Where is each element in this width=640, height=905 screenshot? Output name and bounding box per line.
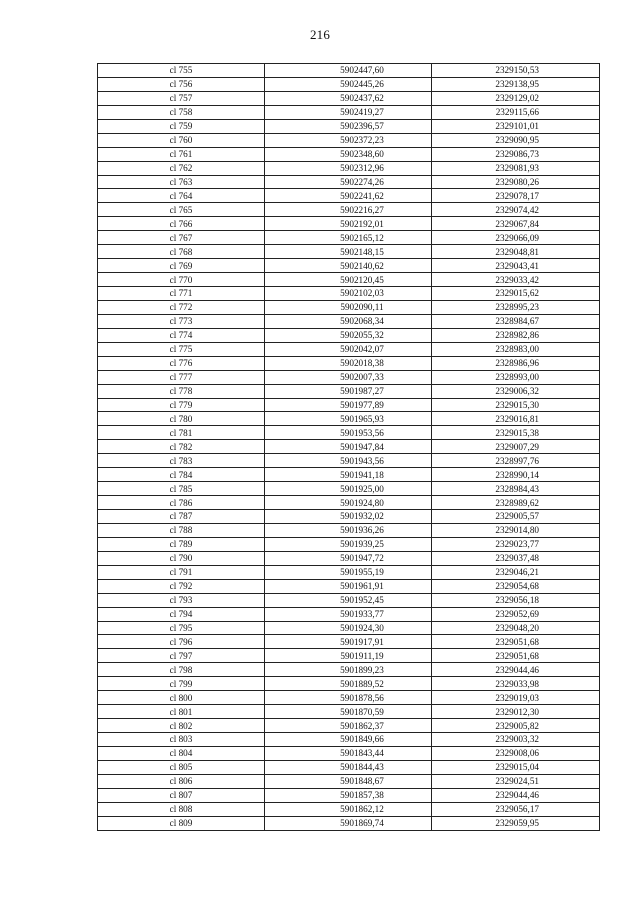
table-row [98,259,600,273]
y-coordinate-cell: 2328993,00 [432,370,600,384]
y-coordinate-cell: 2329080,26 [432,175,600,189]
point-name-cell: cl 790 [98,551,265,565]
point-name-cell: cl 779 [98,398,265,412]
y-coordinate-cell: 2329016,81 [432,412,600,426]
y-coordinate-cell: 2328984,43 [432,482,600,496]
point-name-cell: cl 764 [98,189,265,203]
table-row [98,677,600,691]
x-coordinate-cell: 5901947,72 [265,551,432,565]
table-row [98,788,600,802]
y-coordinate-cell: 2329043,41 [432,259,600,273]
y-coordinate-cell: 2329051,68 [432,649,600,663]
x-coordinate-cell: 5901911,19 [265,649,432,663]
y-coordinate-cell: 2329015,38 [432,426,600,440]
table-row [98,537,600,551]
y-coordinate-cell: 2329052,69 [432,607,600,621]
point-name-cell: cl 763 [98,175,265,189]
x-coordinate-cell: 5901869,74 [265,816,432,830]
y-coordinate-cell: 2329150,53 [432,64,600,78]
point-name-cell: cl 762 [98,161,265,175]
y-coordinate-cell: 2329015,04 [432,760,600,774]
point-name-cell: cl 800 [98,691,265,705]
x-coordinate-cell: 5902447,60 [265,64,432,78]
point-name-cell: cl 786 [98,496,265,510]
x-coordinate-cell: 5902216,27 [265,203,432,217]
point-name-cell: cl 784 [98,468,265,482]
point-name-cell: cl 802 [98,719,265,733]
y-coordinate-cell: 2328986,96 [432,356,600,370]
y-coordinate-cell: 2328983,00 [432,342,600,356]
y-coordinate-cell: 2329015,30 [432,398,600,412]
y-coordinate-cell: 2329019,03 [432,691,600,705]
table-row [98,482,600,496]
table-row [98,77,600,91]
y-coordinate-cell: 2329033,98 [432,677,600,691]
x-coordinate-cell: 5901924,30 [265,621,432,635]
point-name-cell: cl 774 [98,328,265,342]
y-coordinate-cell: 2329046,21 [432,565,600,579]
table-row [98,217,600,231]
x-coordinate-cell: 5901843,44 [265,746,432,760]
point-name-cell: cl 767 [98,231,265,245]
x-coordinate-cell: 5902120,45 [265,273,432,287]
x-coordinate-cell: 5901849,66 [265,733,432,747]
table-row [98,147,600,161]
point-name-cell: cl 796 [98,635,265,649]
table-row [98,551,600,565]
x-coordinate-cell: 5901939,25 [265,537,432,551]
x-coordinate-cell: 5902148,15 [265,245,432,259]
table-row [98,468,600,482]
y-coordinate-cell: 2328997,76 [432,454,600,468]
point-name-cell: cl 773 [98,314,265,328]
table-row [98,760,600,774]
y-coordinate-cell: 2329115,66 [432,105,600,119]
y-coordinate-cell: 2329138,95 [432,77,600,91]
y-coordinate-cell: 2329012,30 [432,705,600,719]
y-coordinate-cell: 2328990,14 [432,468,600,482]
table-row [98,496,600,510]
point-name-cell: cl 804 [98,746,265,760]
y-coordinate-cell: 2329090,95 [432,133,600,147]
table-row [98,175,600,189]
table-row [98,774,600,788]
table-row [98,607,600,621]
y-coordinate-cell: 2329074,42 [432,203,600,217]
table-row [98,105,600,119]
coordinates-table-body [98,64,600,831]
x-coordinate-cell: 5902274,26 [265,175,432,189]
table-row [98,523,600,537]
x-coordinate-cell: 5902090,11 [265,300,432,314]
x-coordinate-cell: 5902348,60 [265,147,432,161]
y-coordinate-cell: 2329051,68 [432,635,600,649]
point-name-cell: cl 807 [98,788,265,802]
table-row [98,91,600,105]
x-coordinate-cell: 5901936,26 [265,523,432,537]
x-coordinate-cell: 5902241,62 [265,189,432,203]
point-name-cell: cl 771 [98,287,265,301]
point-name-cell: cl 755 [98,64,265,78]
point-name-cell: cl 778 [98,384,265,398]
x-coordinate-cell: 5902165,12 [265,231,432,245]
x-coordinate-cell: 5901870,59 [265,705,432,719]
table-row [98,245,600,259]
table-row [98,342,600,356]
y-coordinate-cell: 2329037,48 [432,551,600,565]
table-row [98,133,600,147]
table-row [98,119,600,133]
x-coordinate-cell: 5901917,91 [265,635,432,649]
y-coordinate-cell: 2329048,20 [432,621,600,635]
x-coordinate-cell: 5902018,38 [265,356,432,370]
x-coordinate-cell: 5901844,43 [265,760,432,774]
x-coordinate-cell: 5902312,96 [265,161,432,175]
point-name-cell: cl 766 [98,217,265,231]
point-name-cell: cl 765 [98,203,265,217]
x-coordinate-cell: 5901953,56 [265,426,432,440]
point-name-cell: cl 775 [98,342,265,356]
y-coordinate-cell: 2329005,57 [432,510,600,524]
x-coordinate-cell: 5901932,02 [265,510,432,524]
point-name-cell: cl 770 [98,273,265,287]
y-coordinate-cell: 2329101,01 [432,119,600,133]
x-coordinate-cell: 5901961,91 [265,579,432,593]
point-name-cell: cl 806 [98,774,265,788]
table-row [98,635,600,649]
point-name-cell: cl 783 [98,454,265,468]
point-name-cell: cl 795 [98,621,265,635]
point-name-cell: cl 797 [98,649,265,663]
point-name-cell: cl 788 [98,523,265,537]
point-name-cell: cl 803 [98,733,265,747]
point-name-cell: cl 781 [98,426,265,440]
point-name-cell: cl 761 [98,147,265,161]
point-name-cell: cl 780 [98,412,265,426]
point-name-cell: cl 792 [98,579,265,593]
x-coordinate-cell: 5902140,62 [265,259,432,273]
table-row [98,746,600,760]
point-name-cell: cl 808 [98,802,265,816]
table-row [98,412,600,426]
x-coordinate-cell: 5901857,38 [265,788,432,802]
page-number: 216 [309,27,331,42]
table-row [98,691,600,705]
y-coordinate-cell: 2328989,62 [432,496,600,510]
point-name-cell: cl 785 [98,482,265,496]
point-name-cell: cl 793 [98,593,265,607]
point-name-cell: cl 758 [98,105,265,119]
x-coordinate-cell: 5901862,12 [265,802,432,816]
point-name-cell: cl 801 [98,705,265,719]
table-row [98,64,600,78]
table-row [98,565,600,579]
table-row [98,510,600,524]
point-name-cell: cl 756 [98,77,265,91]
x-coordinate-cell: 5902055,32 [265,328,432,342]
table-row [98,300,600,314]
y-coordinate-cell: 2329048,81 [432,245,600,259]
y-coordinate-cell: 2329054,68 [432,579,600,593]
x-coordinate-cell: 5901943,56 [265,454,432,468]
table-row [98,398,600,412]
y-coordinate-cell: 2329033,42 [432,273,600,287]
table-row [98,663,600,677]
y-coordinate-cell: 2328982,86 [432,328,600,342]
point-name-cell: cl 759 [98,119,265,133]
table-row [98,328,600,342]
y-coordinate-cell: 2329129,02 [432,91,600,105]
table-row [98,621,600,635]
y-coordinate-cell: 2329024,51 [432,774,600,788]
point-name-cell: cl 789 [98,537,265,551]
point-name-cell: cl 757 [98,91,265,105]
x-coordinate-cell: 5902007,33 [265,370,432,384]
y-coordinate-cell: 2329014,80 [432,523,600,537]
x-coordinate-cell: 5901924,80 [265,496,432,510]
y-coordinate-cell: 2329023,77 [432,537,600,551]
x-coordinate-cell: 5901941,18 [265,468,432,482]
x-coordinate-cell: 5902372,23 [265,133,432,147]
x-coordinate-cell: 5901878,56 [265,691,432,705]
point-name-cell: cl 760 [98,133,265,147]
x-coordinate-cell: 5901947,84 [265,440,432,454]
y-coordinate-cell: 2329005,82 [432,719,600,733]
y-coordinate-cell: 2329078,17 [432,189,600,203]
point-name-cell: cl 776 [98,356,265,370]
x-coordinate-cell: 5901965,93 [265,412,432,426]
y-coordinate-cell: 2329066,09 [432,231,600,245]
point-name-cell: cl 794 [98,607,265,621]
table-row [98,440,600,454]
x-coordinate-cell: 5901955,19 [265,565,432,579]
point-name-cell: cl 791 [98,565,265,579]
table-row [98,579,600,593]
table-row [98,454,600,468]
x-coordinate-cell: 5902419,27 [265,105,432,119]
x-coordinate-cell: 5902068,34 [265,314,432,328]
y-coordinate-cell: 2329007,29 [432,440,600,454]
point-name-cell: cl 805 [98,760,265,774]
y-coordinate-cell: 2329056,17 [432,802,600,816]
point-name-cell: cl 782 [98,440,265,454]
x-coordinate-cell: 5901987,27 [265,384,432,398]
table-row [98,370,600,384]
y-coordinate-cell: 2329067,84 [432,217,600,231]
table-row [98,287,600,301]
point-name-cell: cl 809 [98,816,265,830]
table-row [98,719,600,733]
y-coordinate-cell: 2328984,67 [432,314,600,328]
y-coordinate-cell: 2329044,46 [432,788,600,802]
table-row [98,384,600,398]
table-row [98,273,600,287]
x-coordinate-cell: 5901925,00 [265,482,432,496]
point-name-cell: cl 787 [98,510,265,524]
y-coordinate-cell: 2329015,62 [432,287,600,301]
table-row [98,816,600,830]
x-coordinate-cell: 5902437,62 [265,91,432,105]
x-coordinate-cell: 5902396,57 [265,119,432,133]
table-row [98,161,600,175]
table-row [98,593,600,607]
y-coordinate-cell: 2328995,23 [432,300,600,314]
table-row [98,231,600,245]
point-name-cell: cl 772 [98,300,265,314]
table-row [98,649,600,663]
table-row [98,705,600,719]
x-coordinate-cell: 5902102,03 [265,287,432,301]
y-coordinate-cell: 2329081,93 [432,161,600,175]
y-coordinate-cell: 2329008,06 [432,746,600,760]
x-coordinate-cell: 5901848,67 [265,774,432,788]
table-row [98,314,600,328]
point-name-cell: cl 769 [98,259,265,273]
x-coordinate-cell: 5901977,89 [265,398,432,412]
x-coordinate-cell: 5902445,26 [265,77,432,91]
table-row [98,189,600,203]
table-row [98,356,600,370]
x-coordinate-cell: 5901933,77 [265,607,432,621]
table-row [98,802,600,816]
table-row [98,426,600,440]
y-coordinate-cell: 2329059,95 [432,816,600,830]
point-name-cell: cl 799 [98,677,265,691]
y-coordinate-cell: 2329056,18 [432,593,600,607]
y-coordinate-cell: 2329044,46 [432,663,600,677]
table-row [98,203,600,217]
x-coordinate-cell: 5901889,52 [265,677,432,691]
point-name-cell: cl 768 [98,245,265,259]
y-coordinate-cell: 2329003,32 [432,733,600,747]
x-coordinate-cell: 5902192,01 [265,217,432,231]
point-name-cell: cl 777 [98,370,265,384]
x-coordinate-cell: 5902042,07 [265,342,432,356]
table-row [98,733,600,747]
y-coordinate-cell: 2329006,32 [432,384,600,398]
x-coordinate-cell: 5901899,23 [265,663,432,677]
x-coordinate-cell: 5901952,45 [265,593,432,607]
point-name-cell: cl 798 [98,663,265,677]
x-coordinate-cell: 5901862,37 [265,719,432,733]
y-coordinate-cell: 2329086,73 [432,147,600,161]
coordinates-table [97,63,600,831]
